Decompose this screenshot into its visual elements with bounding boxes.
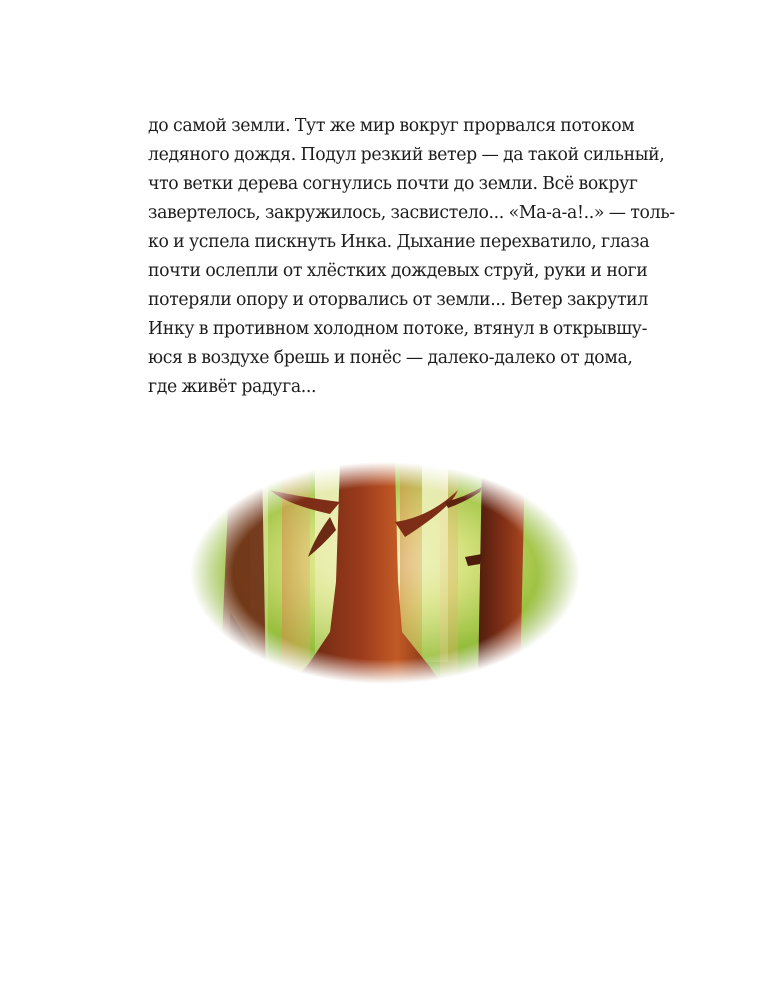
story-line: ледяного дождя. Подул резкий ветер — да такой сильный, [148, 145, 665, 165]
forest-illustration-svg [190, 462, 580, 684]
story-line: Инку в противном холодном потоке, втянул в открывшу- [148, 319, 648, 339]
story-line: потеряли опору и оторвались от земли... Ветер закрутил [148, 290, 648, 310]
story-line: ко и успела пискнуть Инка. Дыхание перехватило, глаза [148, 232, 650, 252]
forest-illustration [190, 462, 580, 684]
story-line: завертелось, закружилось, засвистело... «Ма-а-а!..» — толь- [148, 203, 675, 223]
right-tree-trunk [478, 462, 525, 684]
story-text [148, 112, 675, 402]
story-line: почти ослепли от хлёстких дождевых струй, руки и ноги [148, 261, 648, 281]
story-line: что ветки дерева согнулись почти до земли. Всё вокруг [148, 174, 638, 194]
story-line: юся в воздухе брешь и понёс — далеко-далеко от дома, [148, 348, 633, 368]
light-beam [422, 462, 448, 662]
story-line: где живёт радуга... [148, 377, 317, 397]
forest-scene [190, 462, 580, 684]
story-line: до самой земли. Тут же мир вокруг прорвался потоком [148, 116, 635, 136]
